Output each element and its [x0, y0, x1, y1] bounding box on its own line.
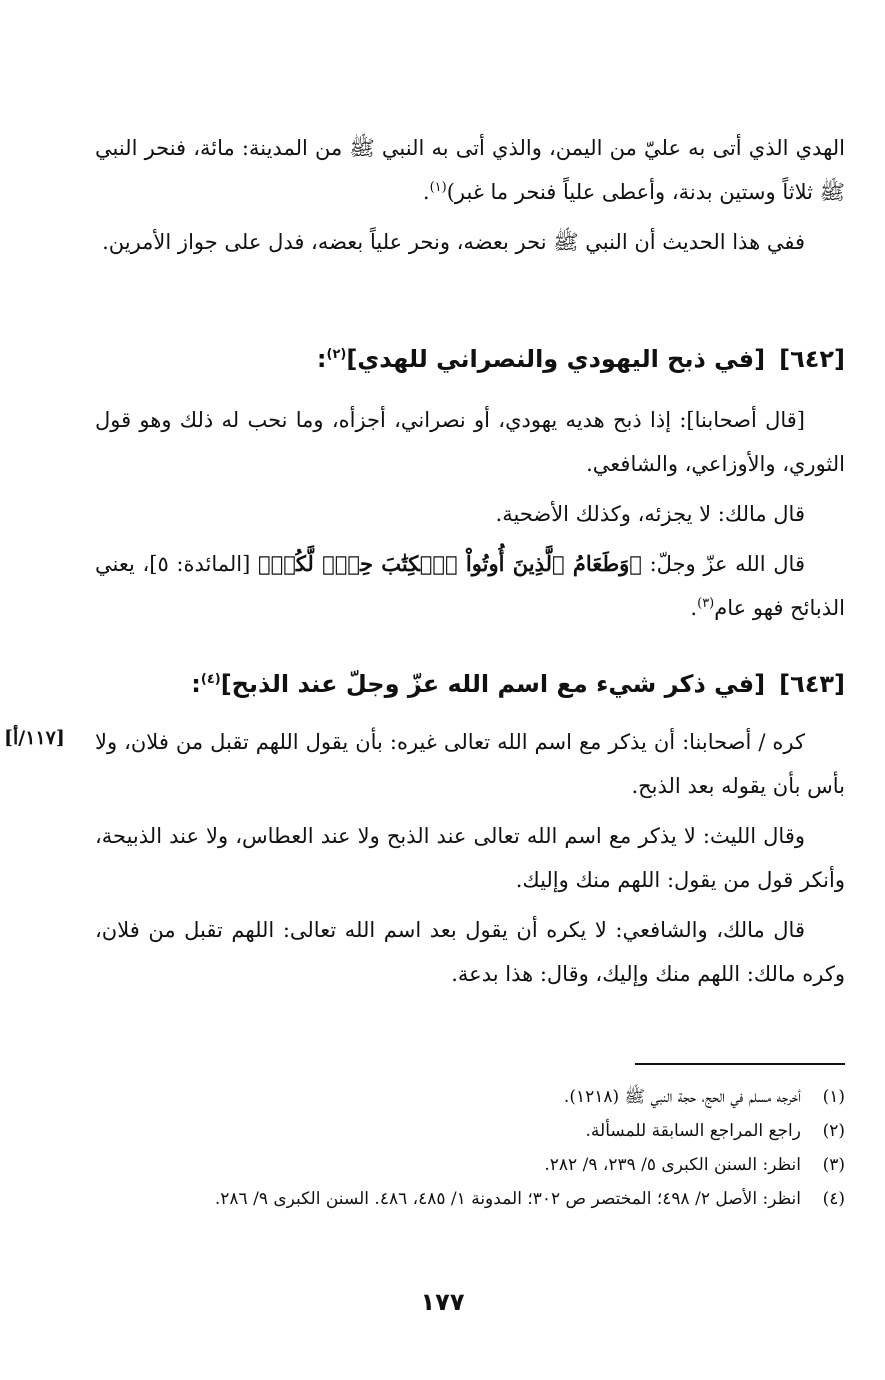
- footnote-text: أخرجه مسلم في الحج، حجة النبي ﷺ (١٢١٨).: [563, 1087, 801, 1107]
- paragraph: قال مالك، والشافعي: لا يكره أن يقول بعد اسم الله تعالى: اللهم تقبل من فلان، وكره مالك: اللهم منك وإليك، وقال: هذا بدعة.: [95, 918, 845, 986]
- paragraph: [95, 126, 845, 214]
- footnote-text: انظر: السنن الكبرى ٥/ ٢٣٩، ٩/ ٢٨٢.: [544, 1155, 801, 1175]
- footnote-number: (٣): [822, 1155, 845, 1175]
- section-642-body: [95, 398, 845, 636]
- manuscript-folio-ref: [١١٧/أ]: [4, 727, 65, 749]
- footnote-text: انظر: الأصل ٢/ ٤٩٨؛ المختصر ص ٣٠٢؛ المدونة ١/ ٤٨٥، ٤٨٦. السنن الكبرى ٩/ ٢٨٦.: [214, 1189, 801, 1209]
- paragraph: [قال أصحابنا]: إذا ذبح هديه يهودي، أو نصراني، أجزأه، وما نحب له ذلك وهو قول الثوري، والأوزاعي، والشافعي.: [95, 408, 845, 476]
- paragraph: [95, 542, 845, 630]
- footnote-ref: (١): [429, 180, 447, 195]
- section-number: [٦٤٣]: [779, 670, 845, 698]
- footnote-divider: [635, 1063, 845, 1065]
- quran-verse: ﴿وَطَعَامُ ٱلَّذِينَ أُوتُواْ ٱلۡكِتَٰبَ حِلّٞ لَّكُمۡ﴾: [258, 551, 642, 576]
- paragraph-text: الهدي الذي أتى به عليّ من اليمن، والذي أتى به النبي ﷺ من المدينة: مائة، فنحر النبي ﷺ ثلاثاً وستين بدنة، وأعطى علياً فنحر ما غبر): [95, 136, 845, 204]
- paragraph: وقال الليث: لا يذكر مع اسم الله تعالى عند الذبح ولا عند العطاس، ولا عند الذبيحة، وأنكر قول من يقول: اللهم منك وإليك.: [95, 824, 845, 892]
- punctuation: .: [690, 596, 698, 620]
- paragraph: ففي هذا الحديث أن النبي ﷺ نحر بعضه، ونحر علياً بعضه، فدل على جواز الأمرين.: [102, 230, 805, 254]
- section-title: [في ذكر شيء مع اسم الله عزّ وجلّ عند الذبح]: [220, 670, 766, 698]
- intro-block: [95, 126, 845, 270]
- section-number: [٦٤٢]: [779, 345, 845, 373]
- section-heading-643: [95, 664, 845, 704]
- paragraph-text: [المائدة: ٥]، يعني الذبائح فهو عام: [95, 552, 845, 620]
- page-number: ١٧٧: [420, 1288, 465, 1316]
- paragraph-text: قال الله عزّ وجلّ:: [649, 552, 805, 576]
- section-heading-642: [95, 339, 845, 379]
- paragraph: كره / أصحابنا: أن يذكر مع اسم الله تعالى غيره: بأن يقول اللهم تقبل من فلان، ولا بأس بأن يقوله بعد الذبح.: [95, 730, 845, 798]
- section-title: [في ذبح اليهودي والنصراني للهدي]: [346, 345, 766, 373]
- punctuation: :: [191, 670, 201, 698]
- footnote: [95, 1148, 845, 1182]
- footnote: [95, 1114, 845, 1148]
- footnote-ref: (٢): [326, 347, 347, 362]
- punctuation: .: [422, 180, 430, 204]
- section-643-body: [95, 720, 845, 1002]
- footnote-text: راجع المراجع السابقة للمسألة.: [585, 1121, 801, 1141]
- punctuation: :: [316, 345, 327, 373]
- paragraph: قال مالك: لا يجزئه، وكذلك الأضحية.: [495, 502, 805, 526]
- footnotes: [95, 1080, 845, 1216]
- footnote: [95, 1080, 845, 1114]
- footnote-number: (٤): [822, 1189, 845, 1209]
- footnote: [95, 1182, 845, 1216]
- footnote-number: (١): [822, 1087, 845, 1107]
- footnote-number: (٢): [822, 1121, 845, 1141]
- footnote-ref: (٤): [200, 672, 221, 687]
- footnote-ref: (٣): [697, 596, 715, 611]
